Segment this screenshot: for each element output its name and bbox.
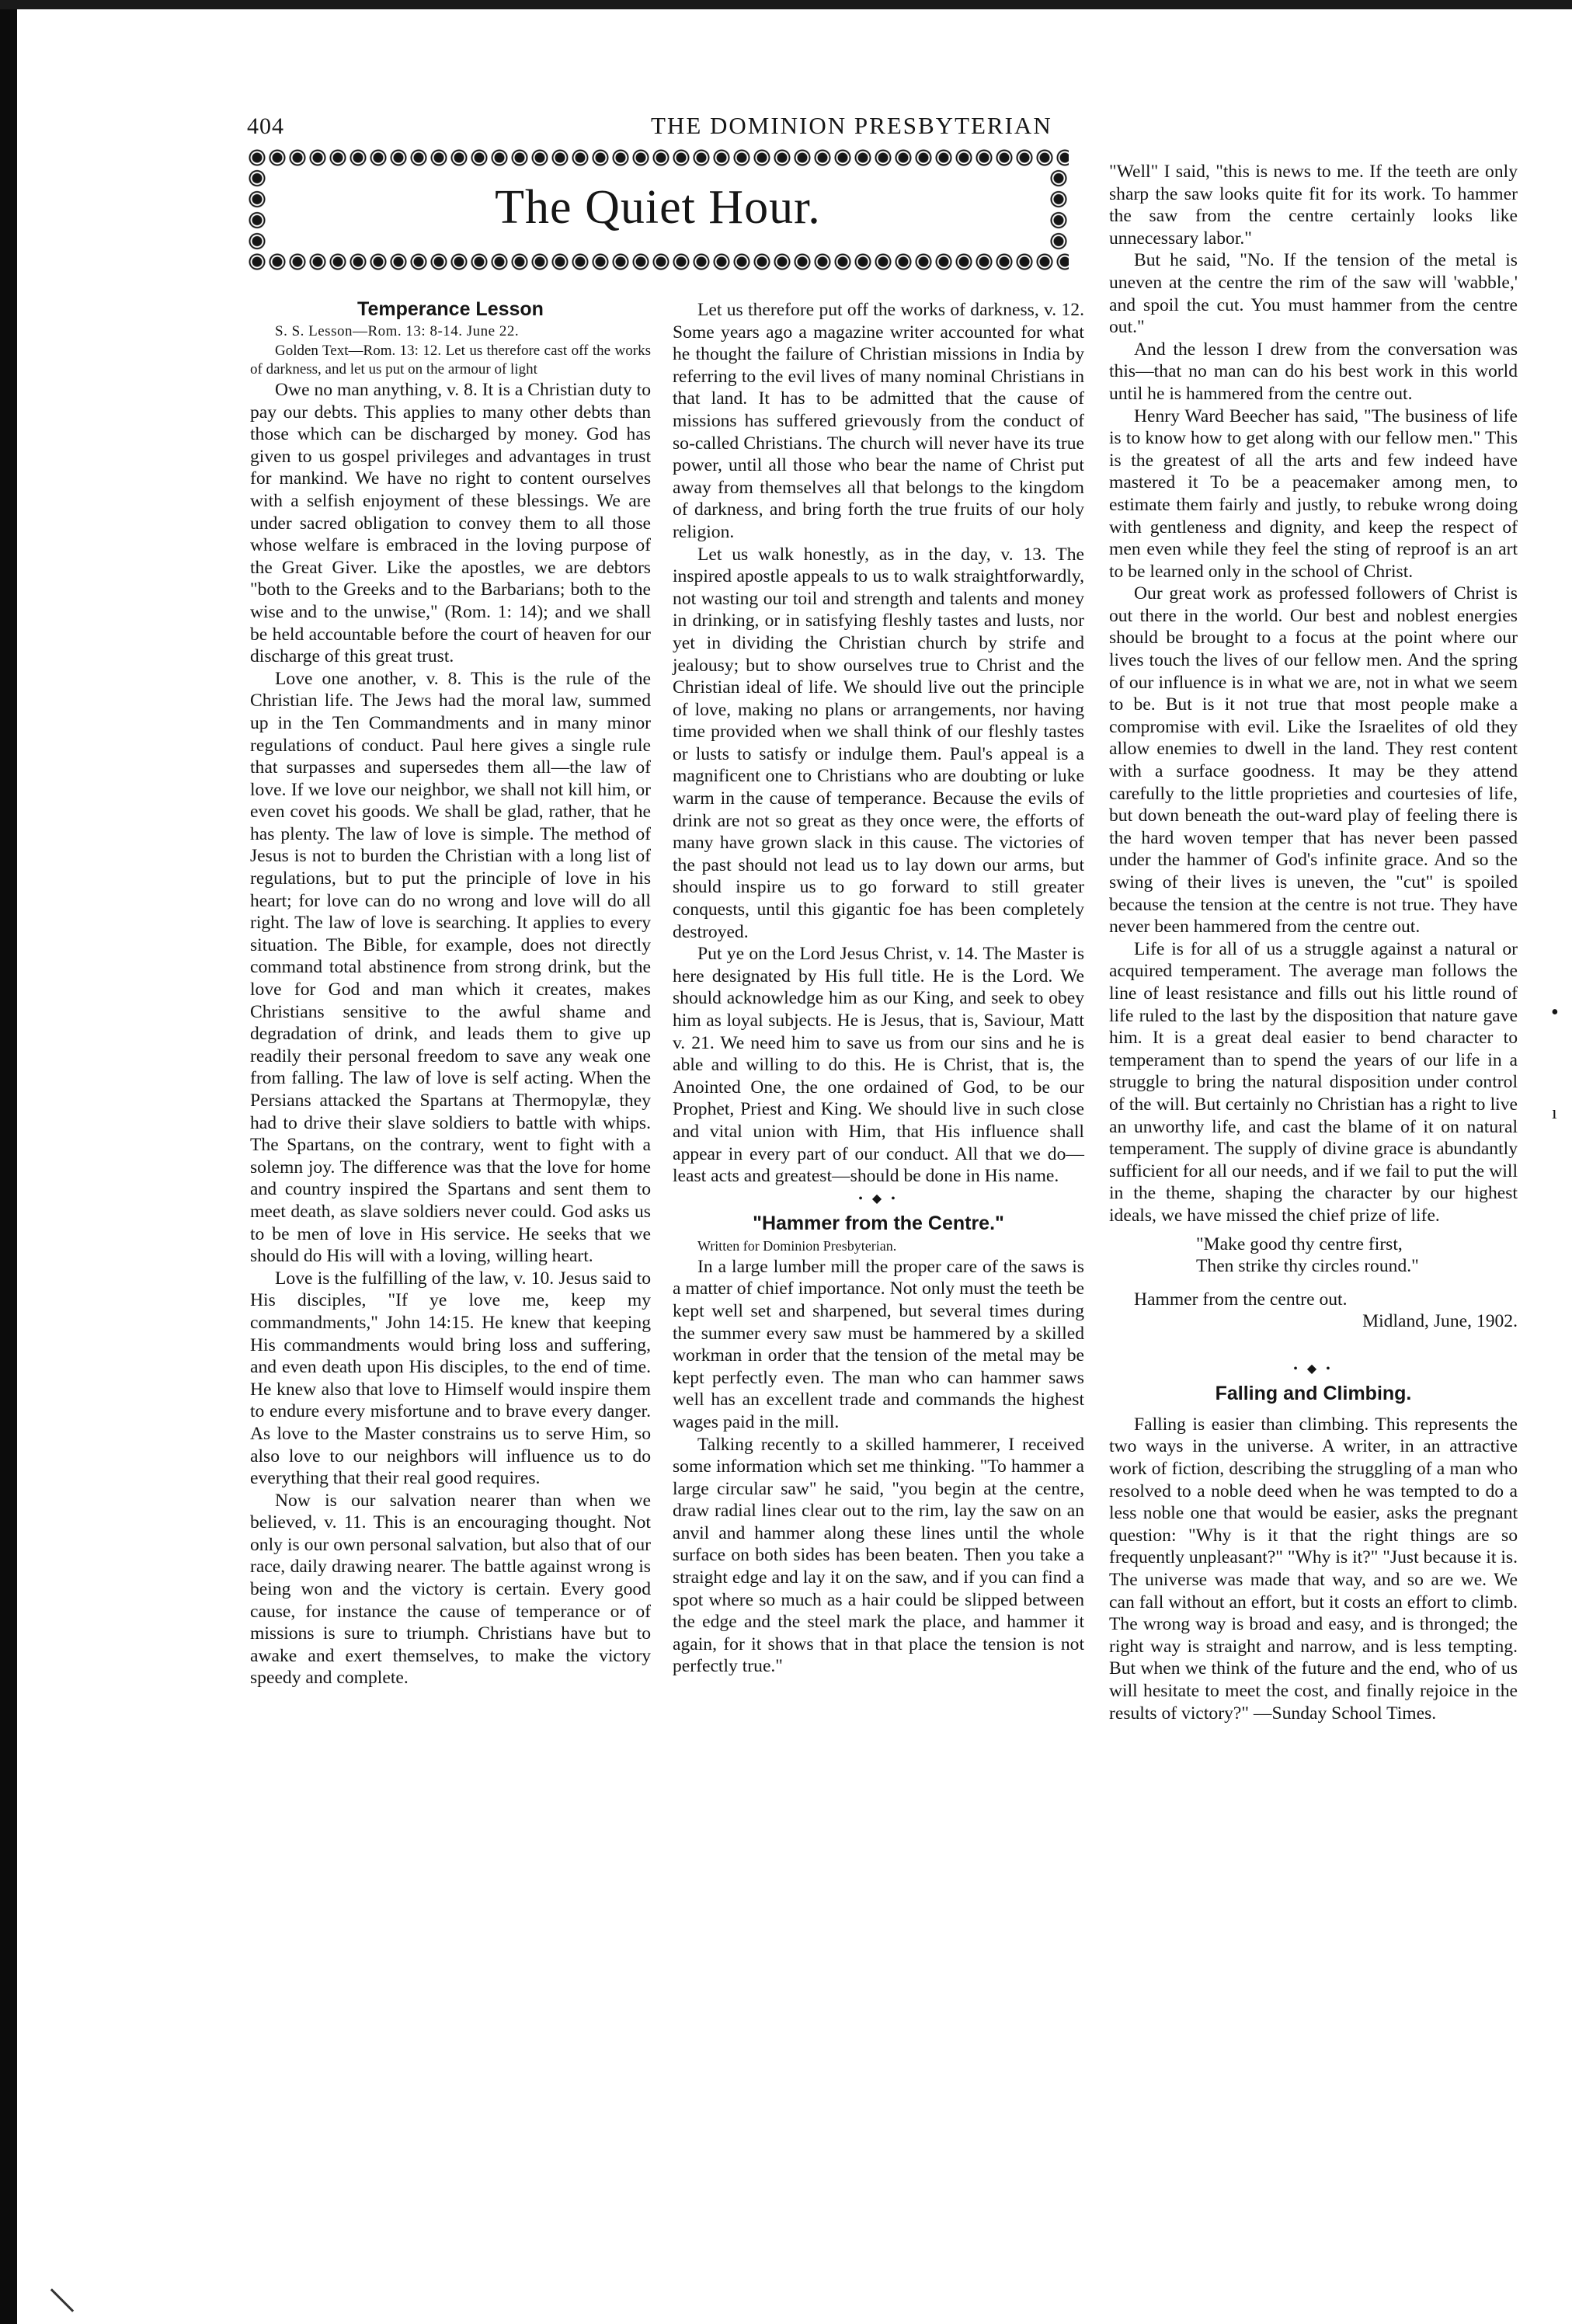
paragraph: Love one another, v. 8. This is the rule of the Christian life. The Jews had the moral law, summed up in the Ten Commandments and in many minor regulations of conduct. Paul here gives a single rule that surpasses and supersedes them all—the law of love. If we love our neighbor, we shall not kill him, or even covet his goods. We shall be glad, rather, that he has plenty. The law of love is simple. The method of Jesus is not to burden the Christian with a long list of regulations, but to put the principle of love in his heart; for love can do no wrong and love will do all right. The law of love is searching. It applies to every situation. The Bible, for example, does not directly command total abstinence from strong drink, but the love for God and man which it creates, makes Christians sensitive to the awful shame and degradation of drink, and leads them to give up readily their personal freedom to save any weak one from falling. The law of love is self acting. When the Persians attacked the Spartans at Thermopylæ, they had to drive their slave soldiers to battle with whips. The Spartans, on the contrary, went to fight with a solemn joy. The difference was that the love for home and country inspired the Spartans and sent them to meet death, as slave soldiers never could. God asks us to be men of love in His service. He seeks that we should do His will with a loving, willing heart. [250, 668, 651, 1267]
paragraph: Let us walk honestly, as in the day, v. 13. The inspired apostle appeals to us to walk straightforwardly, not wasting our toil and strength and talents and money in drinking, or in satisfying fleshly tastes and lusts, nor yet in dividing the Christian church by strife and jealousy; but to show ourselves true to Christ and the Christian ideal of life. We should live out the principle of love, making no plans or arrangements, nor having time provided when we shall think of our fleshly tastes or lusts to satisfy or indulge them. Paul's appeal is a magnificent one to Christians who are doubting or luke warm in the cause of temperance. Because the evils of drink are not so great as they once were, the efforts of many have grown slack in this cause. The victories of the past should not lead us to lay down our arms, but should inspire us to go forward to still greater conquests, until this gigantic foe has been completely destroyed. [673, 544, 1084, 942]
signoff: Midland, June, 1902. [1362, 1311, 1518, 1332]
section-title: The Quiet Hour. [495, 181, 821, 234]
paragraph: Falling is easier than climbing. This represents the two ways in the universe. A writer, in an attractive work of fiction, describing the struggling of a man who resolved to a noble deed when he was tempted to do a less noble one that would be easier, asks the pregnant question: "Why is it that the right things are so frequently unpleasant?" "Why is it?" "Just because it is. The universe was made that way, and so are we. We can fall without an effort, but it costs an effort to climb. The wrong way is broad and easy, and is thronged; the right way is straight and narrow, and is less tempting. But when we think of the future and the end, who of us will hesitate to meet the cost, and finally rejoice in the results of victory?" —Sunday School Times. [1109, 1414, 1518, 1724]
paragraph: Life is for all of us a struggle against a natural or acquired temperament. The average man follows the line of least resistance and fills out his little round of life ruled to the last by the disposition that nature gave him. It is a great deal easier to bend character to temperament than to spend the years of our life in a struggle to bring the natural disposition under control of the will. But certainly no Christian has a right to live an unworthy life, and cast the blame of it on natural temperament. The supply of divine grace is abundantly sufficient for all our needs, and if we fail to put the will in the theme, shaping the character by our highest ideals, we have missed the chief prize of life. [1109, 938, 1518, 1226]
paragraph: Henry Ward Beecher has said, "The business of life is to know how to get along with our fellow men." This is the greatest of all the arts and few indeed have mastered it To be a peacemaker among men, to estimate them fairly and justly, to rebuke wrong doing with gentleness and dignity, and keep the respect of men even while they feel the sting of reproof is an art to be learned only in the school of Christ. [1109, 405, 1518, 582]
paragraph: "Well" I said, "this is news to me. If the teeth are only sharp the saw looks quite fit for its work. To hammer the saw from the centre certainly looks like unnecessary labor." [1109, 162, 1518, 249]
paragraph: Let us therefore put off the works of darkness, v. 12. Some years ago a magazine writer accounted for what he thought the failure of Christian missions in India by referring to the evil lives of many nominal Christians in that land. It has to be admitted that the cause of missions has suffered grievously from the conduct of so-called Christians. The church will never have its true power, until all those who bear the name of Christ put away from themselves all that belongs to the kingdom of darkness, and bring forth the true fruits of our holy religion. [673, 300, 1084, 542]
paragraph: Love is the fulfilling of the law, v. 10. Jesus said to His disciples, "If ye love me, keep my commandments," John 14:15. He knew that keeping His commandments would bring loss and suffering, and even death upon His disciples, to the end of time. He knew also that love to Himself would inspire them to endure every misfortune and to brave every danger. As love to the Master constrains us to serve Him, so also love to our neighbors will influence us to do everything that their real good requires. [250, 1268, 651, 1489]
paragraph: In a large lumber mill the proper care of the saws is a matter of chief importance. Not only must the teeth be kept well set and sharpened, but several times during the summer every saw must be hammered by a skilled workman in order that the tension of the metal may be kept perfectly even. The man who can hammer saws well has an excellent trade and commands the highest wages paid in the mill. [673, 1256, 1084, 1432]
closing-line: Hammer from the centre out. [1134, 1289, 1348, 1310]
section-divider-ornament: • ◆ • [858, 1192, 899, 1205]
section-title-frame [247, 148, 1069, 272]
verse-line: "Make good thy centre first, [1196, 1233, 1403, 1254]
paragraph: Now is our salvation nearer than when we believed, v. 11. This is an encouraging thought. Not only is our own personal salvation, but also that of our race, daily drawing nearer. The battle against wrong is being won and the victory is certain. Every good cause, for instance the cause of temperance or of missions is sure to triumph. Christians have but to awake and exert themselves, to make the victory speedy and complete. [250, 1490, 651, 1689]
paragraph: Our great work as professed followers of Christ is out there in the world. Our best and noblest energies should be brought to a focus at the point where our lives touch the lives of our fellow men. And the spring of our influence is in what we are, not in what we seem to be. But is it not true that most people make a compromise with evil. Like the Israelites of old they allow enemies to dwell in the land. They rest content with a surface goodness. It may be they attend carefully to the little proprieties and courtesies of life, but down beneath the out-ward play of feeling there is the hard woven temper that has never been passed under the hammer of God's infinite grace. And so the swing of their lives is uneven, the "cut" is spoiled because the tension at the centre is not true. They have never been hammered from the centre out. [1109, 583, 1518, 938]
margin-mark: ı [1552, 1103, 1557, 1123]
paragraph: And the lesson I drew from the conversation was this—that no man can do his best work in this world until he is hammered from the centre out. [1109, 339, 1518, 404]
scan-border-top [0, 0, 1572, 9]
scan-border-left [0, 0, 17, 2324]
lesson-reference: S. S. Lesson—Rom. 13: 8-14. June 22. [275, 323, 520, 339]
paragraph: Owe no man anything, v. 8. It is a Christian duty to pay our debts. This applies to many other debts than those which can be discharged by money. God has given to us gospel privileges and advantages in trust for mankind. We have no right to content ourselves with a selfish enjoyment of these blessings. We are under sacred obligation to convey them to all those whose welfare is embraced in the loving purpose of the Great Giver. Like the apostles, we are debtors "both to the Greeks and to the Barbarians; both to the wise and to the unwise," (Rom. 1: 14); and we shall be held accountable before the court of heaven for our discharge of this great trust. [250, 380, 651, 667]
column-2 [673, 299, 1084, 1678]
byline: Written for Dominion Presbyterian. [697, 1237, 897, 1254]
column-3 [1109, 161, 1518, 1724]
page-number: 404 [247, 113, 284, 139]
article-heading-falling: Falling and Climbing. [1215, 1382, 1412, 1404]
article-heading-temperance: Temperance Lesson [357, 298, 544, 320]
margin-mark: • [1551, 1000, 1559, 1025]
paragraph: But he said, "No. If the tension of the metal is uneven at the centre the rim of the saw will 'wabble,' and spoil the cut. You must hammer from the centre out." [1109, 250, 1518, 338]
verse-line: Then strike thy circles round." [1196, 1256, 1419, 1277]
scan-mark [50, 2288, 74, 2312]
section-divider-ornament: • ◆ • [1293, 1362, 1334, 1376]
paragraph: Put ye on the Lord Jesus Christ, v. 14. The Master is here designated by His full title. He is the Lord. We should acknowledge him as our King, and seek to obey him as loyal subjects. He is Jesus, that is, Saviour, Matt v. 21. We need him to save us from our sins and he is able and willing to do this. He is Christ, that is, the Anointed One, the one ordained of God, to be our Prophet, Priest and King. We should live in such close and vital union with Him, that His influence shall appear in every part of our conduct. All that we do—least acts and greatest—should be done in His name. [673, 944, 1084, 1187]
paragraph: Talking recently to a skilled hammerer, I received some information which set me thinking. "To hammer a large circular saw" he said, "you begin at the centre, draw radial lines clear out to the rim, lay the saw on an anvil and hammer along these lines until the whole surface on both sides has been beaten. Then you take a straight edge and lay it on the saw, and if you can find a spot where so much as a hair could be slipped between the edge and the steel mark the place, and hammer it again, for it shows that in that place the tension is not perfectly true." [673, 1434, 1084, 1677]
ornamental-dot-border-bottom [247, 252, 1069, 272]
running-head: THE DOMINION PRESBYTERIAN [651, 112, 1052, 139]
golden-text: Golden Text—Rom. 13: 12. Let us therefore cast off the works of darkness, and let us put on the armour of light [250, 343, 651, 377]
ornamental-dot-border-top [247, 148, 1069, 168]
article-heading-hammer: "Hammer from the Centre." [753, 1212, 1004, 1234]
column-1 [250, 297, 651, 1689]
